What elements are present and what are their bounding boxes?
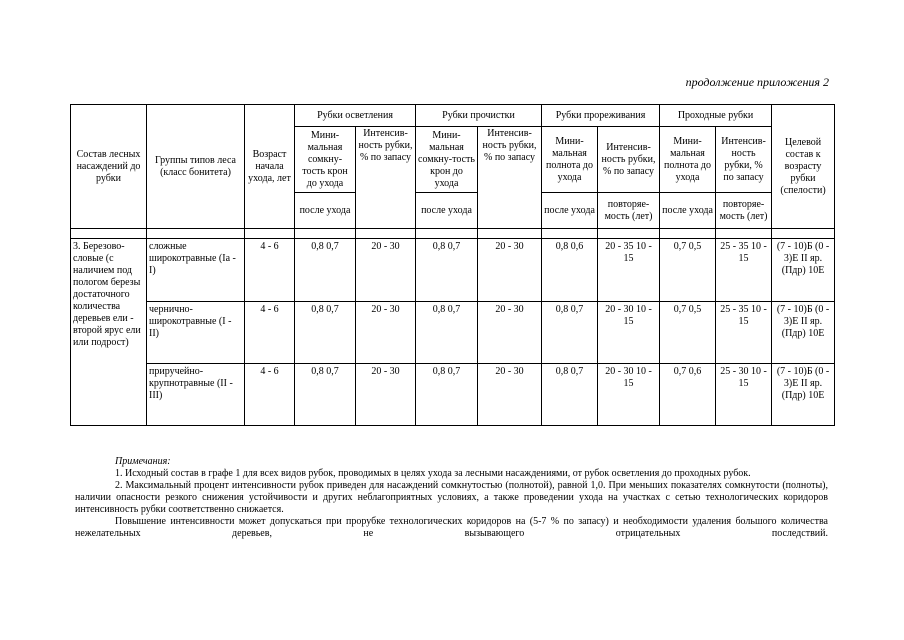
age-cell: 4 - 6 bbox=[245, 239, 295, 302]
table-row bbox=[71, 302, 835, 364]
col-header-prorezh: Рубки прореживания bbox=[542, 105, 660, 127]
col-header-after: после ухода bbox=[416, 193, 478, 229]
value-cell: 20 - 30 bbox=[356, 302, 416, 364]
col-header-min-cover: Мини-мальная сомкну-тость крон до ухода bbox=[295, 127, 356, 193]
value-cell: 0,8 0,7 bbox=[542, 302, 598, 364]
table-row bbox=[71, 239, 835, 302]
col-header-intensity: Интенсив-ность рубки, % по запасу bbox=[478, 127, 542, 229]
notes-section bbox=[75, 456, 828, 540]
col-header-prohod: Проходные рубки bbox=[660, 105, 772, 127]
note-1: 1. Исходный состав в графе 1 для всех видов рубок, проводимых в целях ухода за лесными насаждениями, от рубок осветления до проходных рубок. bbox=[115, 468, 751, 479]
group-cell: приручейно-крупнотравные (II - III) bbox=[147, 364, 245, 426]
col-header-repeat: повторяе-мость (лет) bbox=[716, 193, 772, 229]
value-cell: 0,8 0,7 bbox=[295, 364, 356, 426]
value-cell: 0,7 0,5 bbox=[660, 239, 716, 302]
value-cell: 0,7 0,5 bbox=[660, 302, 716, 364]
value-cell: 20 - 35 10 - 15 bbox=[598, 239, 660, 302]
col-header-composition: Состав лесных насаждений до рубки bbox=[71, 105, 147, 229]
target-cell: (7 - 10)Б (0 - 3)Е II яр. (Пдр) 10Е bbox=[772, 239, 835, 302]
col-header-osvet: Рубки осветления bbox=[295, 105, 416, 127]
thinning-table bbox=[70, 104, 835, 426]
note-2: 2. Максимальный процент интенсивности рубок приведен для насаждений сомкнутостью (полнотой), равной 1,0. При меньших показателях сомкнутости (полноты), наличии опасности резкого снижения устойчивости и других неблагоприятных условиях, а также проведении ухода на участках с сетью технологических коридоров интенсивность рубки соответственно снижается. bbox=[75, 480, 828, 515]
col-header-groups: Группы типов леса (класс бонитета) bbox=[147, 105, 245, 229]
col-header-age: Возраст начала ухода, лет bbox=[245, 105, 295, 229]
value-cell: 0,8 0,6 bbox=[542, 239, 598, 302]
value-cell: 0,8 0,7 bbox=[416, 302, 478, 364]
notes-heading: Примечания: bbox=[115, 456, 171, 467]
target-cell: (7 - 10)Б (0 - 3)Е II яр. (Пдр) 10Е bbox=[772, 364, 835, 426]
age-cell: 4 - 6 bbox=[245, 364, 295, 426]
group-cell: чернично-широкотравные (I - II) bbox=[147, 302, 245, 364]
value-cell: 25 - 30 10 - 15 bbox=[716, 364, 772, 426]
col-header-prochist: Рубки прочистки bbox=[416, 105, 542, 127]
table-row bbox=[71, 364, 835, 426]
col-header-after: после ухода bbox=[660, 193, 716, 229]
composition-cell: 3. Березово-словые (с наличием под пологом березы достаточного количества деревьев ели - второй ярус ели или подрост) bbox=[71, 239, 147, 426]
value-cell: 20 - 30 bbox=[356, 364, 416, 426]
value-cell: 0,8 0,7 bbox=[295, 302, 356, 364]
col-header-min-density: Мини-мальная полнота до ухода bbox=[660, 127, 716, 193]
value-cell: 0,8 0,7 bbox=[416, 239, 478, 302]
col-header-min-density: Мини-мальная полнота до ухода bbox=[542, 127, 598, 193]
target-cell: (7 - 10)Б (0 - 3)Е II яр. (Пдр) 10Е bbox=[772, 302, 835, 364]
col-header-after: после ухода bbox=[542, 193, 598, 229]
col-header-repeat: повторяе-мость (лет) bbox=[598, 193, 660, 229]
value-cell: 25 - 35 10 - 15 bbox=[716, 239, 772, 302]
value-cell: 25 - 35 10 - 15 bbox=[716, 302, 772, 364]
value-cell: 20 - 30 bbox=[478, 239, 542, 302]
col-header-intensity: Интенсив-ность рубки, % по запасу bbox=[598, 127, 660, 193]
value-cell: 20 - 30 bbox=[478, 364, 542, 426]
value-cell: 0,8 0,7 bbox=[542, 364, 598, 426]
value-cell: 20 - 30 bbox=[356, 239, 416, 302]
value-cell: 20 - 30 10 - 15 bbox=[598, 302, 660, 364]
col-header-after: после ухода bbox=[295, 193, 356, 229]
value-cell: 0,8 0,7 bbox=[416, 364, 478, 426]
value-cell: 20 - 30 10 - 15 bbox=[598, 364, 660, 426]
age-cell: 4 - 6 bbox=[245, 302, 295, 364]
col-header-target: Целевой состав к возрасту рубки (спелости) bbox=[772, 105, 835, 229]
value-cell: 0,7 0,6 bbox=[660, 364, 716, 426]
col-header-intensity: Интенсив-ность рубки, % по запасу bbox=[356, 127, 416, 229]
value-cell: 20 - 30 bbox=[478, 302, 542, 364]
continuation-header: продолжение приложения 2 bbox=[685, 75, 829, 89]
note-3: Повышение интенсивности может допускаться при прорубке технологических коридоров на (5-7 % по запасу) и необходимости удаления большого количества нежелательных деревьев, не вызывающего отрицательных последствий. bbox=[75, 516, 828, 539]
col-header-min-cover: Мини-мальная сомкну-тость крон до ухода bbox=[416, 127, 478, 193]
col-header-intensity: Интенсив-ность рубки, % по запасу bbox=[716, 127, 772, 193]
value-cell: 0,8 0,7 bbox=[295, 239, 356, 302]
group-cell: сложные широкотравные (Ia - I) bbox=[147, 239, 245, 302]
